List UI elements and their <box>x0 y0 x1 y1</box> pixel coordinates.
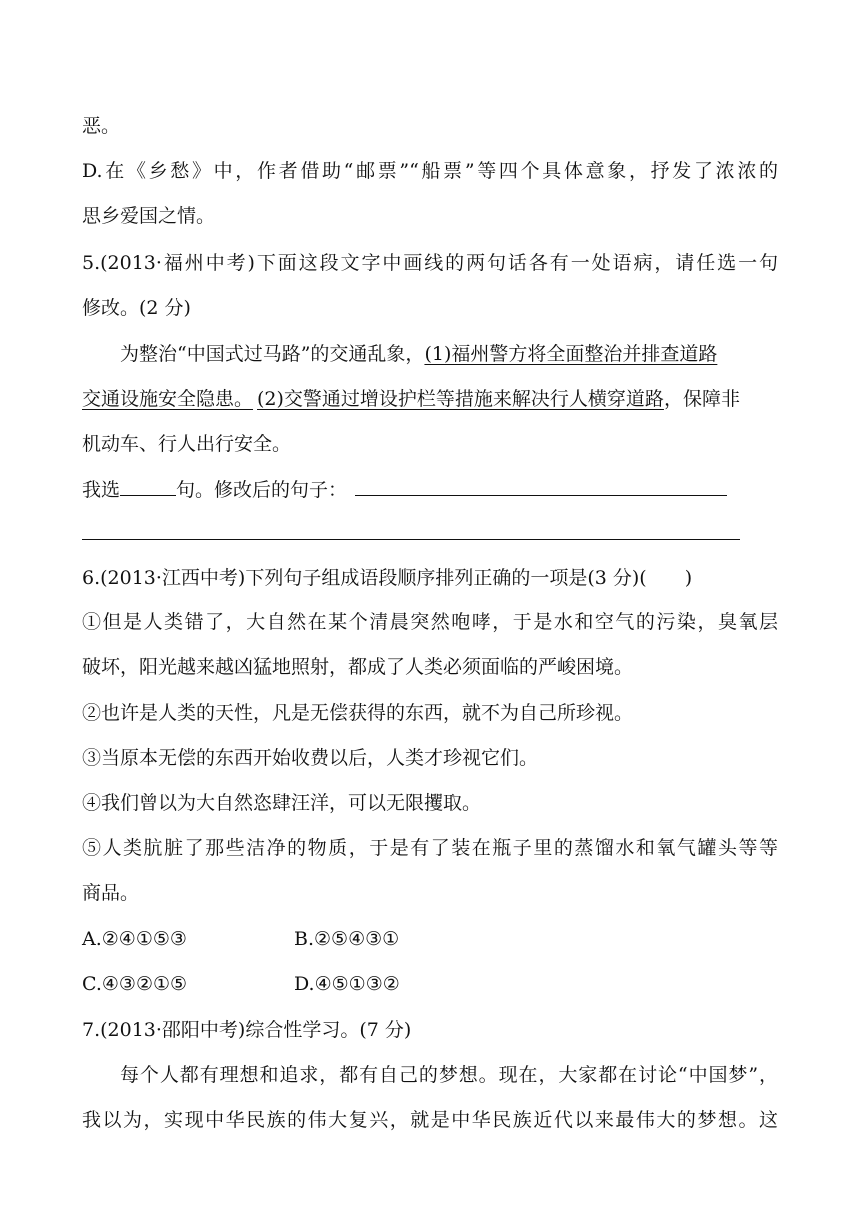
option-b[interactable]: B.②⑤④③① <box>294 928 400 950</box>
question-5-passage-line-3: 机动车、行人出行安全。 <box>82 433 292 455</box>
question-6-stem: 6.(2013·江西中考)下列句子组成语段顺序排列正确的一项是(3 分)( ) <box>82 567 693 589</box>
question-6-sentence-5-cont: 商品。 <box>82 882 140 904</box>
question-7-stem: 7.(2013·邵阳中考)综合性学习。(7 分) <box>82 1019 412 1041</box>
option-d-line: D.在《乡愁》中，作者借助“邮票”“船票”等四个具体意象，抒发了浓浓的 <box>82 160 778 182</box>
text-line: 思乡爱国之情。 <box>82 205 216 227</box>
question-6-options-row-1 <box>82 925 778 953</box>
passage-text: ，保障非 <box>663 388 740 410</box>
question-6-sentence-5: ⑤人类肮脏了那些洁净的物质，于是有了装在瓶子里的蒸馏水和氧气罐头等等 <box>82 837 778 859</box>
option-c[interactable]: C.④③②①⑤ <box>82 973 188 995</box>
passage-text: 为整治“中国式过马路”的交通乱象， <box>120 343 425 365</box>
question-6-sentence-3: ③当原本无偿的东西开始收费以后，人类才珍视它们。 <box>82 747 539 769</box>
question-5-stem: 5.(2013·福州中考)下面这段文字中画线的两句话各有一处语病，请任选一句 <box>82 252 778 274</box>
question-7-passage-line-2: 我以为，实现中华民族的伟大复兴，就是中华民族近代以来最伟大的梦想。这 <box>82 1109 778 1131</box>
underlined-sentence-1: (1)福州警方将全面整治并排查道路 <box>424 343 718 365</box>
question-6-sentence-2: ②也许是人类的天性，凡是无偿获得的东西，就不为自己所珍视。 <box>82 702 634 724</box>
sentence-choice-blank[interactable] <box>120 477 176 496</box>
answer-label: 句。修改后的句子： <box>176 479 348 501</box>
revised-sentence-blank-line-2[interactable] <box>82 539 740 540</box>
answer-label: 我选 <box>82 479 121 501</box>
question-5-answer-line <box>82 476 778 504</box>
option-d[interactable]: D.④⑤①③② <box>294 973 400 995</box>
question-6-sentence-1-cont: 破坏，阳光越来越凶猛地照射，都成了人类必须面临的严峻困境。 <box>82 656 634 678</box>
question-5-passage-line-1 <box>120 340 778 368</box>
question-5-passage-line-2 <box>82 385 778 413</box>
question-6-sentence-4: ④我们曾以为大自然恣肆汪洋，可以无限攫取。 <box>82 792 482 814</box>
option-a[interactable]: A.②④①⑤③ <box>82 928 187 950</box>
question-7-passage-line-1: 每个人都有理想和追求，都有自己的梦想。现在，大家都在讨论“中国梦”， <box>120 1064 778 1086</box>
question-6-sentence-1: ①但是人类错了，大自然在某个清晨突然咆哮，于是水和空气的污染，臭氧层 <box>82 611 778 633</box>
text-line: 恶。 <box>82 115 121 137</box>
revised-sentence-blank[interactable] <box>355 477 727 496</box>
underlined-sentence-2: (2)交警通过增设护栏等措施来解决行人横穿道路 <box>257 388 664 410</box>
question-5-stem-cont: 修改。(2 分) <box>82 297 191 319</box>
question-6-options-row-2 <box>82 970 778 998</box>
underlined-sentence-1-cont: 交通设施安全隐患。 <box>82 388 254 410</box>
